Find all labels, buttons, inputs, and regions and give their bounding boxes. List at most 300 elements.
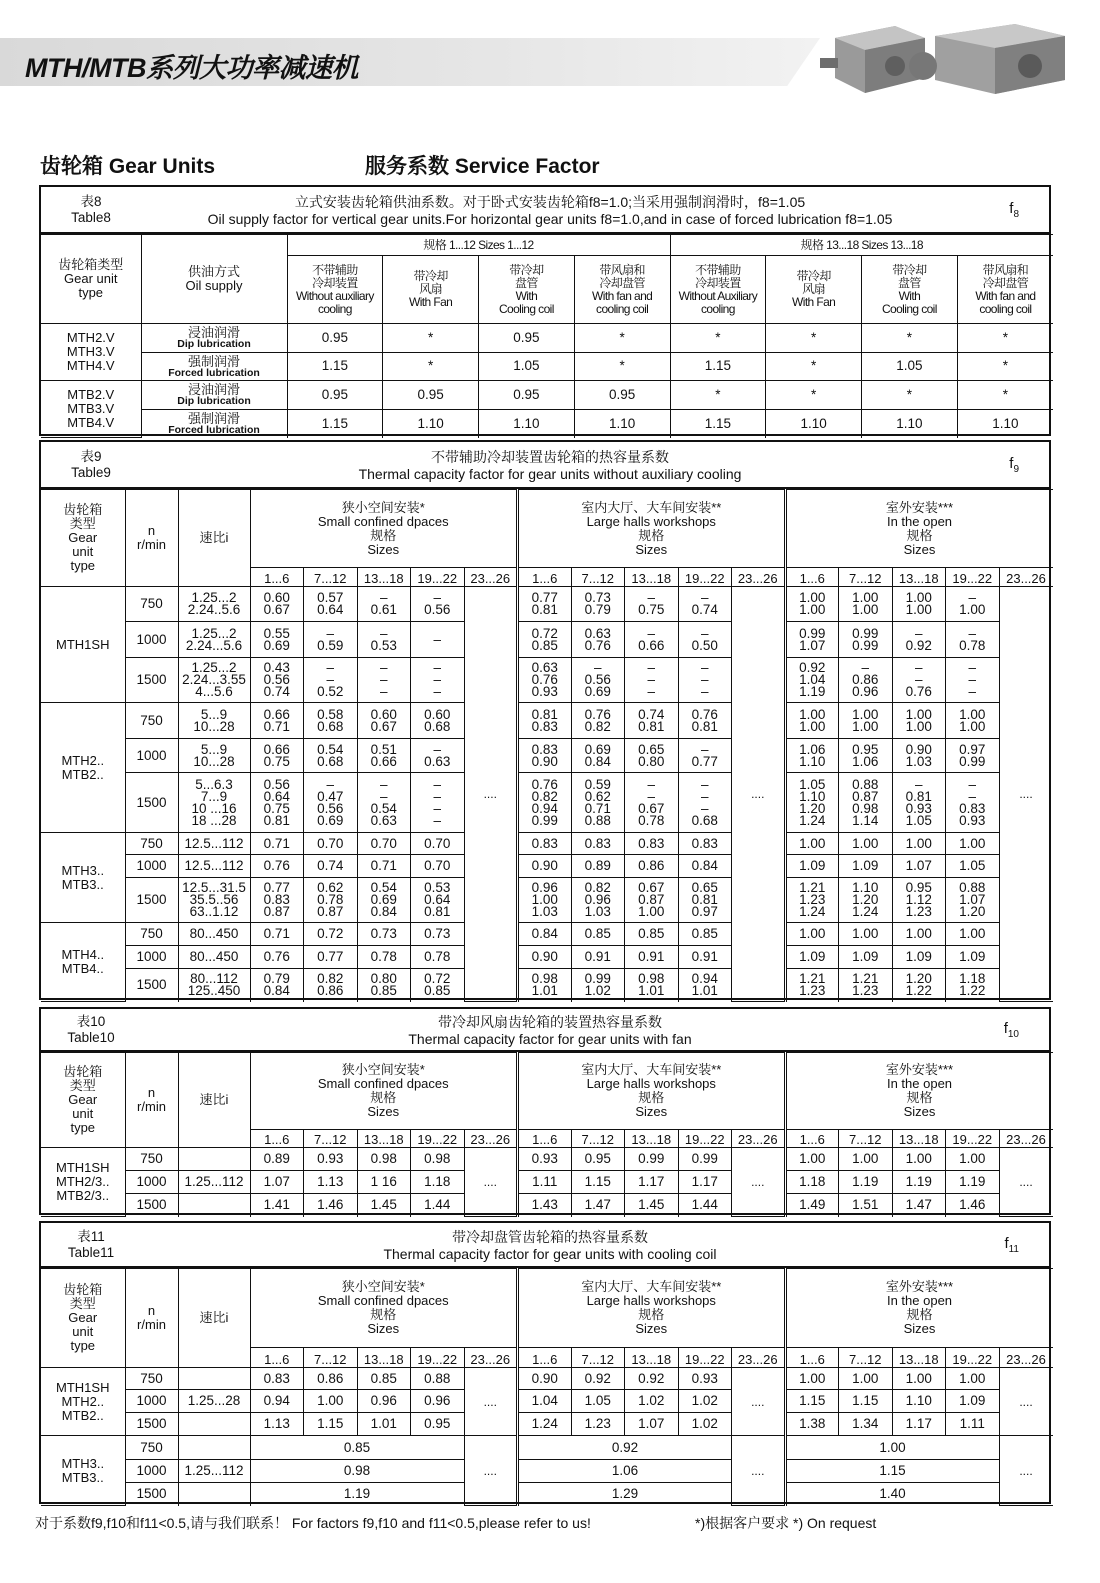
col-header-size-range: 7...12 (839, 1348, 893, 1368)
col-header-cooling: 带冷却 盘管 With Cooling coil (862, 256, 958, 324)
factor-value: 1.19 (839, 1171, 893, 1194)
factor-value: 1.47 (571, 1194, 625, 1217)
factor-subscript: 9 (1013, 463, 1019, 475)
factor-value: 1.00 1.00 (892, 703, 946, 739)
supply-label-en: Forced lubrication (168, 366, 260, 379)
factor-value: * (766, 324, 862, 353)
col-header-size-range: 1...6 (518, 568, 572, 587)
col-header-size-range: 13...18 (892, 568, 946, 587)
factor-value: 0.90 (518, 946, 572, 969)
ratio-value: 1.25...2 2.24...5.6 (178, 622, 250, 658)
factor-value: 1.10 (383, 409, 479, 438)
ratio-value: 80...450 (178, 923, 250, 946)
factor-value: 0.71 (250, 833, 304, 855)
factor-value: 0.85 (571, 923, 625, 946)
speed-n: 1000 (125, 1460, 178, 1483)
gear-unit-type: MTH3.. MTB3.. (41, 833, 125, 923)
table11-thermal-capacity-cooling-coil (39, 1221, 1051, 1504)
factor-value: * (766, 381, 862, 410)
factor-value: – 0.66 (625, 622, 679, 658)
factor-value: 0.95 1.12 1.23 (892, 878, 946, 923)
speed-n: 750 (125, 703, 178, 739)
sizes-23-26-placeholder: .... (464, 1368, 518, 1436)
ratio-value: 12.5...31.5 35.5..56 63..1.12 (178, 878, 250, 923)
col-header-size-range: 1...6 (250, 568, 304, 587)
factor-value: 0.95 (479, 381, 575, 410)
table-row (41, 703, 1053, 739)
col-header-size-range: 23...26 (464, 1130, 518, 1148)
factor-value: 1.51 (839, 1194, 893, 1217)
col-header-installation-large: 室内大厅、大车间安装** Large halls workshops 规格 Sizes (518, 1269, 786, 1348)
factor-value: 0.86 (304, 1368, 358, 1390)
factor-value: – – 0.67 0.78 (625, 773, 679, 833)
table9-grid (41, 489, 1053, 1002)
col-header-oil-supply: 供油方式 Oil supply (141, 235, 287, 324)
factor-value: 0.88 1.07 1.20 (946, 878, 1000, 923)
factor-value: 1.09 (946, 1390, 1000, 1413)
factor-value: 0.65 0.80 (625, 739, 679, 773)
col-header-installation-small: 狭小空间安装* Small confined dpaces 规格 Sizes (250, 1053, 518, 1130)
factor-value: 0.99 (625, 1148, 679, 1171)
factor-value: 1.17 (625, 1171, 679, 1194)
factor-value: 0.76 (250, 946, 304, 969)
col-header-gear-unit-type: 齿轮箱 类型 Gear unit type (41, 490, 125, 587)
factor-value: 0.83 (625, 833, 679, 855)
factor-value: 0.92 (518, 1436, 732, 1460)
col-header-size-range: 7...12 (571, 568, 625, 587)
factor-value: 1.34 (839, 1413, 893, 1436)
sizes-23-26-placeholder: .... (999, 1148, 1053, 1217)
speed-n: 1500 (125, 1413, 178, 1436)
table-row (41, 409, 1053, 438)
factor-value: 1.38 (785, 1413, 839, 1436)
factor-value: 1.21 1.23 (785, 969, 839, 1002)
col-header-size-range: 19...22 (678, 1130, 732, 1148)
col-header-cooling: 带冷却 风扇 With Fan (766, 256, 862, 324)
col-header-size-range: 23...26 (464, 568, 518, 587)
gear-unit-type: MTH3.. MTB3.. (41, 1436, 125, 1506)
factor-value: 0.83 0.90 (518, 739, 572, 773)
col-header-installation-small: 狭小空间安装* Small confined dpaces 规格 Sizes (250, 1269, 518, 1348)
factor-value: 0.95 (574, 381, 670, 410)
factor-value: 0.84 (678, 855, 732, 878)
ratio-value (178, 1194, 250, 1217)
factor-value: * (383, 352, 479, 381)
factor-value: 0.43 0.56 0.74 (250, 658, 304, 703)
speed-n: 1000 (125, 855, 178, 878)
factor-value: – – 0.76 (892, 658, 946, 703)
factor-value: 0.82 0.96 1.03 (571, 878, 625, 923)
factor-value: 1.18 (785, 1171, 839, 1194)
table-row (41, 878, 1053, 923)
factor-value: 0.67 0.87 1.00 (625, 878, 679, 923)
factor-value: 0.66 0.75 (250, 739, 304, 773)
col-header-size-range: 13...18 (625, 568, 679, 587)
speed-n: 750 (125, 923, 178, 946)
factor-value: 0.76 0.82 0.94 0.99 (518, 773, 572, 833)
factor-value: 0.85 (357, 1368, 411, 1390)
factor-value: 0.65 0.81 0.97 (678, 878, 732, 923)
factor-value: 1.05 1.10 1.20 1.24 (785, 773, 839, 833)
speed-n: 1500 (125, 969, 178, 1002)
col-header-gear-unit-type: 齿轮箱类型 Gear unit type (41, 235, 141, 324)
factor-value: 0.97 0.99 (946, 739, 1000, 773)
factor-value: 0.83 (250, 1368, 304, 1390)
col-header-gear-unit-type: 齿轮箱 类型 Gear unit type (41, 1053, 125, 1148)
factor-value: 0.74 (304, 855, 358, 878)
factor-value: 0.96 (357, 1390, 411, 1413)
factor-letter: f (1004, 1234, 1009, 1252)
factor-value: 1.17 (892, 1413, 946, 1436)
factor-value: – 0.47 0.56 0.69 (304, 773, 358, 833)
speed-n: 1000 (125, 946, 178, 969)
factor-value: 1.18 1.22 (946, 969, 1000, 1002)
factor-value: 1.11 (518, 1171, 572, 1194)
factor-value: 0.88 (411, 1368, 465, 1390)
col-header-size-range: 7...12 (571, 1130, 625, 1148)
factor-value: 1.00 (892, 1368, 946, 1390)
table-row (41, 773, 1053, 833)
col-header-installation-open: 室外安装*** In the open 规格 Sizes (785, 490, 1053, 568)
factor-value: 1.07 (625, 1413, 679, 1436)
factor-value: – – – (946, 658, 1000, 703)
table-row (41, 324, 1053, 353)
factor-value: 0.99 (678, 1148, 732, 1171)
factor-value: 0.89 (250, 1148, 304, 1171)
ratio-value (178, 1436, 250, 1460)
factor-value: 0.59 0.62 0.71 0.88 (571, 773, 625, 833)
factor-value: 0.70 (357, 833, 411, 855)
factor-value: – – – (411, 658, 465, 703)
table-number: 表9 Table9 (71, 448, 111, 480)
factor-value: 1.04 (518, 1390, 572, 1413)
factor-value: 0.85 (625, 923, 679, 946)
table-row (41, 587, 1053, 622)
col-header-size-range: 1...6 (250, 1130, 304, 1148)
factor-value: 1.44 (411, 1194, 465, 1217)
factor-symbol (1009, 200, 1019, 220)
col-header-cooling: 带风扇和 冷却盘管 With fan and cooling coil (574, 256, 670, 324)
speed-n: 1500 (125, 1194, 178, 1217)
factor-value: 1.06 1.10 (785, 739, 839, 773)
gear-unit-image-2 (905, 18, 1085, 98)
factor-value: 0.95 (479, 324, 575, 353)
table-row (41, 1413, 1053, 1436)
ratio-value: 1.25...2 2.24..5.6 (178, 587, 250, 622)
factor-value: 1.11 (946, 1413, 1000, 1436)
factor-value: 0.77 (304, 946, 358, 969)
factor-value: – 0.77 (678, 739, 732, 773)
col-header-size-range: 13...18 (892, 1130, 946, 1148)
factor-value: 1.15 (287, 409, 383, 438)
factor-value: 1.00 (946, 833, 1000, 855)
factor-value: 0.60 0.67 (250, 587, 304, 622)
factor-value: 1.15 (670, 409, 766, 438)
factor-value: 0.58 0.68 (304, 703, 358, 739)
factor-value: 1.47 (892, 1194, 946, 1217)
col-header-size-range: 23...26 (999, 1130, 1053, 1148)
factor-value: 0.82 0.86 (304, 969, 358, 1002)
table-title-row (41, 1223, 1049, 1268)
supply-label-en: Forced lubrication (168, 424, 260, 436)
factor-value: 0.90 (518, 855, 572, 878)
factor-value: * (957, 352, 1053, 381)
sizes-23-26-placeholder: .... (732, 1148, 786, 1217)
factor-value: 1.09 (892, 946, 946, 969)
factor-value: 0.93 (518, 1148, 572, 1171)
factor-value: 1.10 (574, 409, 670, 438)
factor-value: 1.05 (571, 1390, 625, 1413)
factor-value: 1.00 (892, 1148, 946, 1171)
factor-value: 0.95 1.06 (839, 739, 893, 773)
speed-n: 1000 (125, 739, 178, 773)
ratio-value: 1.25...28 (178, 1390, 250, 1413)
col-header-size-range: 7...12 (839, 568, 893, 587)
factor-value: 1.00 (839, 833, 893, 855)
factor-letter: f (1003, 1019, 1008, 1037)
ratio-value: 12.5...112 (178, 855, 250, 878)
factor-value: 0.71 (250, 923, 304, 946)
factor-value: 1.18 (411, 1171, 465, 1194)
table-row (41, 1368, 1053, 1390)
factor-letter: f (1009, 454, 1014, 472)
factor-value: 1.15 (785, 1390, 839, 1413)
factor-value: 1.00 1.00 (892, 587, 946, 622)
ratio-value (178, 1483, 250, 1506)
ratio-value (178, 1148, 250, 1171)
factor-value: 0.98 (357, 1148, 411, 1171)
factor-value: 1.05 (862, 352, 958, 381)
factor-value: 0.96 1.00 1.03 (518, 878, 572, 923)
factor-value: 0.84 (518, 923, 572, 946)
factor-value: – 0.56 (411, 587, 465, 622)
factor-value: 0.60 0.67 (357, 703, 411, 739)
factor-value: 1.06 (518, 1460, 732, 1483)
factor-value: 1.05 (479, 352, 575, 381)
factor-value: 1.10 (892, 1390, 946, 1413)
factor-value: 1.02 (678, 1413, 732, 1436)
factor-value: 0.85 (250, 1436, 464, 1460)
table-row (41, 352, 1053, 381)
section-title-service-factor: 服务系数 Service Factor (365, 155, 600, 178)
col-header-size-range: 19...22 (946, 1130, 1000, 1148)
factor-value: – – 0.54 0.63 (357, 773, 411, 833)
col-header-installation-large: 室内大厅、大车间安装** Large halls workshops 规格 Sizes (518, 1053, 786, 1130)
factor-value: 0.93 (678, 1368, 732, 1390)
sizes-23-26-placeholder: .... (999, 587, 1053, 1002)
oil-supply-method (141, 381, 287, 410)
factor-value: 0.98 1.01 (625, 969, 679, 1002)
factor-value: – 0.50 (678, 622, 732, 658)
factor-value: – 0.92 (892, 622, 946, 658)
factor-subscript: 10 (1007, 1028, 1019, 1040)
factor-value: 1.17 (678, 1171, 732, 1194)
table8-oil-supply-factor (39, 185, 1051, 436)
factor-value: 0.51 0.66 (357, 739, 411, 773)
factor-value: 1.40 (785, 1483, 999, 1506)
factor-value: 1.00 (785, 1436, 999, 1460)
factor-value: 1.13 (304, 1171, 358, 1194)
factor-value: 0.81 0.83 (518, 703, 572, 739)
factor-value: * (574, 324, 670, 353)
factor-value: 0.78 (411, 946, 465, 969)
ratio-value (178, 1368, 250, 1390)
factor-value: 1.09 (839, 946, 893, 969)
speed-n: 1000 (125, 1171, 178, 1194)
ratio-value: 5...9 10...28 (178, 703, 250, 739)
factor-value: * (862, 381, 958, 410)
factor-value: 1.44 (678, 1194, 732, 1217)
gear-unit-type: MTH4.. MTB4.. (41, 923, 125, 1002)
factor-value: 1.07 (892, 855, 946, 878)
factor-value: 0.95 (287, 381, 383, 410)
factor-value: 0.56 0.64 0.75 0.81 (250, 773, 304, 833)
col-header-installation-open: 室外安装*** In the open 规格 Sizes (785, 1053, 1053, 1130)
factor-subscript: 8 (1013, 208, 1019, 220)
speed-n: 1500 (125, 658, 178, 703)
factor-value: 0.66 0.71 (250, 703, 304, 739)
table-row (41, 946, 1053, 969)
factor-value: 1.46 (304, 1194, 358, 1217)
factor-value: 1.00 1.00 (946, 703, 1000, 739)
factor-value: 0.71 (357, 855, 411, 878)
factor-value: 0.89 (571, 855, 625, 878)
factor-value: 1.15 (571, 1171, 625, 1194)
factor-value: 1.21 1.23 1.24 (785, 878, 839, 923)
factor-value: 1.09 (946, 946, 1000, 969)
factor-value: * (670, 324, 766, 353)
factor-value: 1.00 (892, 833, 946, 855)
col-header-speed-n: n r/min (125, 1269, 178, 1368)
col-header-size-range: 1...6 (785, 1348, 839, 1368)
speed-n: 1500 (125, 1483, 178, 1506)
col-header-size-range: 1...6 (785, 568, 839, 587)
document-title: MTH/MTB系列大功率减速机 (25, 53, 358, 83)
ratio-value: 12.5...112 (178, 833, 250, 855)
col-header-ratio: 速比i (178, 490, 250, 587)
gear-unit-type: MTH1SH (41, 587, 125, 703)
table-caption-cn: 不带辅助冷却装置齿轮箱的热容量系数 (431, 448, 669, 465)
factor-value: 1.00 1.00 (785, 703, 839, 739)
factor-value: 0.79 0.84 (250, 969, 304, 1002)
col-header-size-range: 7...12 (304, 568, 358, 587)
supply-label-cn: 强制润滑 (187, 411, 240, 426)
speed-n: 750 (125, 1436, 178, 1460)
factor-value: 0.62 0.78 0.87 (304, 878, 358, 923)
footer-on-request: *)根据客户要求 *) On request (695, 1515, 877, 1531)
speed-n: 1000 (125, 622, 178, 658)
col-header-speed-n: n r/min (125, 490, 178, 587)
col-header-cooling: 带冷却 盘管 With Cooling coil (479, 256, 575, 324)
sizes-23-26-placeholder: .... (999, 1436, 1053, 1506)
factor-value: 1.46 (946, 1194, 1000, 1217)
factor-value: * (957, 381, 1053, 410)
factor-value: 1.41 (250, 1194, 304, 1217)
col-header-size-range: 13...18 (625, 1348, 679, 1368)
factor-value: 0.70 (304, 833, 358, 855)
factor-value: – – 0.83 0.93 (946, 773, 1000, 833)
factor-value: 1.00 (946, 1148, 1000, 1171)
col-header-cooling: 带风扇和 冷却盘管 With fan and cooling coil (957, 256, 1053, 324)
table-title-row (41, 442, 1049, 489)
factor-value: * (670, 381, 766, 410)
factor-value: – 0.61 (357, 587, 411, 622)
gear-unit-type: MTH2.. MTB2.. (41, 703, 125, 833)
factor-value: 0.76 0.82 (571, 703, 625, 739)
ratio-value: 80...112 125..450 (178, 969, 250, 1002)
speed-n: 750 (125, 833, 178, 855)
factor-value: – 0.63 (411, 739, 465, 773)
factor-value: 1.43 (518, 1194, 572, 1217)
table10-grid (41, 1052, 1053, 1217)
factor-value: 1.21 1.23 (839, 969, 893, 1002)
factor-value: 1 16 (357, 1171, 411, 1194)
table-row (41, 658, 1053, 703)
col-header-size-range: 13...18 (625, 1130, 679, 1148)
factor-value: 1.23 (571, 1413, 625, 1436)
col-header-size-range: 7...12 (571, 1348, 625, 1368)
speed-n: 1000 (125, 1390, 178, 1413)
factor-value: – – – (357, 658, 411, 703)
table-row (41, 923, 1053, 946)
table-row (41, 833, 1053, 855)
factor-value: – 1.00 (946, 587, 1000, 622)
supply-label-en: Dip lubrication (177, 338, 251, 351)
factor-value: – – 0.52 (304, 658, 358, 703)
table-row (41, 1148, 1053, 1171)
table-caption-cn: 带冷却盘管齿轮箱的热容量系数 (452, 1228, 648, 1245)
factor-value: 0.86 (625, 855, 679, 878)
speed-n: 1500 (125, 773, 178, 833)
factor-value: 0.73 0.79 (571, 587, 625, 622)
factor-value: 1.00 1.00 (785, 587, 839, 622)
factor-value: 1.00 (785, 1148, 839, 1171)
speed-n: 750 (125, 587, 178, 622)
factor-value: 0.55 0.69 (250, 622, 304, 658)
table-title-row (41, 1009, 1049, 1052)
factor-value: 0.90 1.03 (892, 739, 946, 773)
factor-value: 1.07 (250, 1171, 304, 1194)
table9-thermal-capacity-no-cooling (39, 440, 1051, 1000)
col-header-cooling: 不带辅助 冷却装置 Without Auxiliary cooling (670, 256, 766, 324)
factor-value: – 0.56 0.69 (571, 658, 625, 703)
table8-grid (41, 234, 1053, 438)
factor-value: * (766, 352, 862, 381)
factor-value: – 0.78 (946, 622, 1000, 658)
factor-value: 1.09 (785, 855, 839, 878)
factor-value: 0.83 (518, 833, 572, 855)
col-header-size-range: 23...26 (999, 1348, 1053, 1368)
col-header-size-range: 13...18 (357, 1348, 411, 1368)
factor-value: 0.95 (287, 324, 383, 353)
factor-value: 0.73 (357, 923, 411, 946)
factor-value: – – – – (411, 773, 465, 833)
factor-value: 0.93 (304, 1148, 358, 1171)
factor-value: 1.10 1.20 1.24 (839, 878, 893, 923)
factor-value: 0.98 1.01 (518, 969, 572, 1002)
factor-value: 0.96 (411, 1390, 465, 1413)
factor-value: 0.99 0.99 (839, 622, 893, 658)
factor-value: 1.45 (625, 1194, 679, 1217)
factor-value: 1.19 (892, 1171, 946, 1194)
table-row (41, 969, 1053, 1002)
col-header-size-range: 1...6 (518, 1130, 572, 1148)
factor-value: * (957, 324, 1053, 353)
factor-value: 1.01 (357, 1413, 411, 1436)
table-caption-en: Thermal capacity factor for gear units with cooling coil (383, 1245, 717, 1262)
table-row (41, 1390, 1053, 1413)
factor-value: – – – (678, 658, 732, 703)
